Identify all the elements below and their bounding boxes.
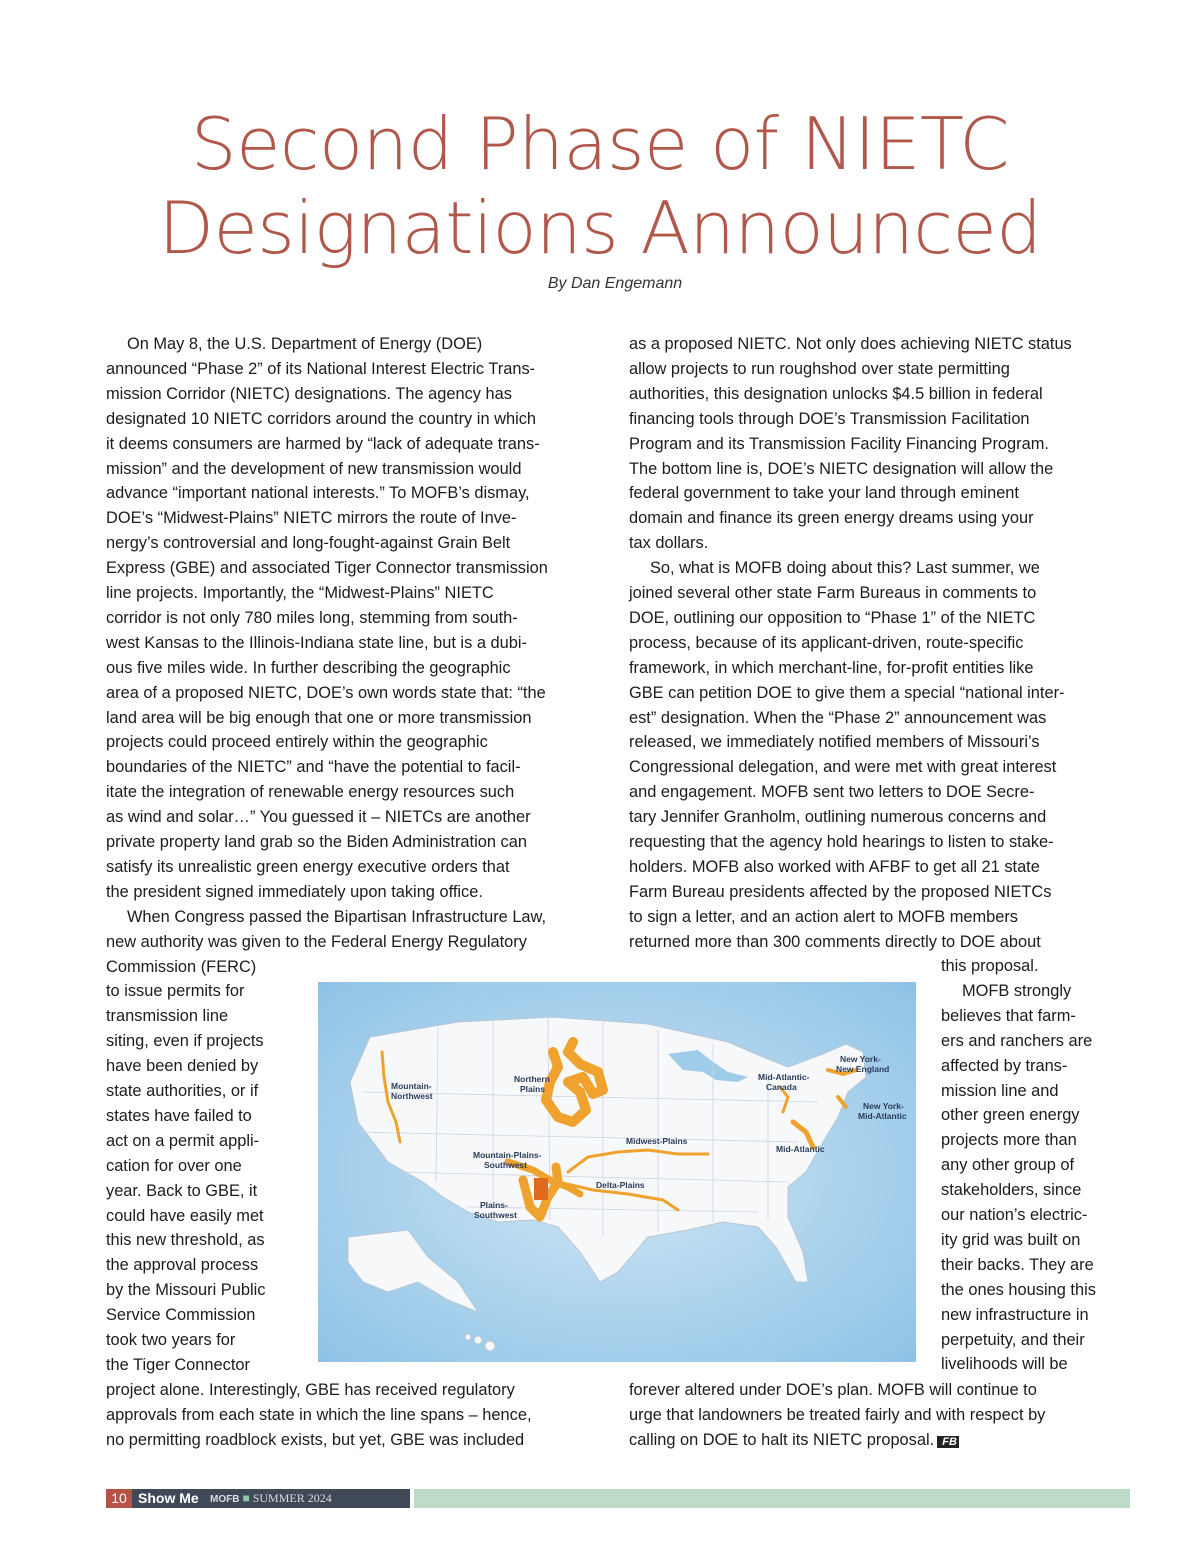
footer-accent-bar: [414, 1489, 1130, 1508]
text-line: could have easily met: [106, 1206, 264, 1225]
text-line: tary Jennifer Granholm, outlining numerous concerns and: [629, 808, 1047, 827]
map-label-plains-southwest: Plains-Southwest: [474, 1200, 517, 1220]
text-line: calling on DOE to halt its NIETC proposal. FB: [629, 1430, 957, 1449]
text-line: forever altered under DOE’s plan. MOFB will continue to: [629, 1381, 1037, 1399]
text-line: this proposal.: [941, 957, 1039, 975]
square-bullet-icon: ■: [242, 1491, 250, 1505]
map-label-mountain-northwest: Mountain-Northwest: [391, 1081, 433, 1101]
byline: By Dan Engemann: [547, 275, 683, 292]
text-line: itate the integration of renewable energy resources such: [106, 783, 515, 802]
text-line: mission Corridor (NIETC) designations. The agency has: [106, 384, 512, 403]
text-line: Program and its Transmission Facility Financing Program.: [629, 434, 1049, 453]
text-line: joined several other state Farm Bureaus in comments to: [629, 584, 1037, 602]
text-line: announced “Phase 2” of its National Interest Electric Trans-: [106, 359, 536, 378]
text-line: allow projects to run roughshod over state permitting: [629, 359, 1010, 378]
text-line: took two years for: [106, 1331, 236, 1349]
map-label-mountain-plains-southwest: Mountain-Plains-Southwest: [473, 1150, 542, 1170]
end-mark-icon: FB: [939, 1435, 957, 1448]
text-line: process, because of its applicant-driven, route-specific: [629, 633, 1024, 652]
text-line: ous five miles wide. In further describing the geographic: [106, 658, 511, 677]
text-line: Commission (FERC): [106, 957, 257, 976]
text-line: to sign a letter, and an action alert to MOFB members: [629, 907, 1019, 926]
text-line: no permitting roadblock exists, but yet, GBE was included: [106, 1430, 525, 1449]
text-line: Express (GBE) and associated Tiger Connector transmission: [106, 559, 548, 578]
text-line: transmission line: [106, 1007, 229, 1026]
magazine-brand: Show Me: [138, 1490, 199, 1506]
text-line: new infrastructure in: [941, 1305, 1089, 1324]
text-line: it deems consumers are harmed by “lack of adequate trans-: [106, 434, 540, 453]
text-line: perpetuity, and their: [941, 1330, 1085, 1349]
map-label-delta-plains: Delta-Plains: [596, 1180, 645, 1190]
text-line: state authorities, or if: [106, 1082, 259, 1100]
text-line: federal government to take your land through eminent: [629, 484, 1019, 503]
map-label-new-york-mid-atlantic: New York-Mid-Atlantic: [858, 1101, 907, 1121]
text-line: cation for over one: [106, 1156, 242, 1175]
text-line: satisfy its unrealistic green energy executive orders that: [106, 857, 510, 876]
text-line: designated 10 NIETC corridors around the country in which: [106, 409, 537, 428]
map-label-northern-plains: Northern Plains: [514, 1074, 550, 1094]
text-line: the president signed immediately upon taking office.: [106, 882, 483, 901]
text-line: area of a proposed NIETC, DOE’s own words state that: “the: [106, 683, 546, 702]
title-line: Designations Announced: [158, 186, 1042, 270]
text-line: returned more than 300 comments directly to DOE about: [629, 932, 1041, 951]
text-line: When Congress passed the Bipartisan Infrastructure Law,: [106, 907, 547, 926]
text-line: nergy’s controversial and long-fought-against Grain Belt: [106, 534, 511, 553]
text-line: stakeholders, since: [941, 1181, 1082, 1200]
text-line: authorities, this designation unlocks $4.5 billion in federal: [629, 384, 1043, 403]
text-line: ers and ranchers are: [941, 1031, 1093, 1050]
text-line: project alone. Interestingly, GBE has received regulatory: [106, 1380, 515, 1399]
text-line: the approval process: [106, 1256, 259, 1275]
page-number: 10: [106, 1489, 132, 1508]
text-line: as a proposed NIETC. Not only does achieving NIETC status: [629, 335, 1072, 353]
corridor-overlap: [534, 1178, 548, 1200]
text-line: holders. MOFB also worked with AFBF to get all 21 state: [629, 857, 1040, 876]
text-line: So, what is MOFB doing about this? Last summer, we: [629, 559, 1040, 578]
text-line: siting, even if projects: [106, 1032, 264, 1051]
text-line: any other group of: [941, 1156, 1075, 1175]
text-line: The bottom line is, DOE’s NIETC designation will allow the: [629, 459, 1054, 478]
text-line: year. Back to GBE, it: [106, 1181, 258, 1200]
text-line: approvals from each state in which the line spans – hence,: [106, 1405, 532, 1424]
issue-date: SUMMER 2024: [252, 1491, 332, 1505]
map-label-mid-atlantic: Mid-Atlantic: [776, 1144, 825, 1154]
text-line: MOFB strongly: [941, 981, 1072, 1000]
text-line: by the Missouri Public: [106, 1281, 266, 1300]
text-line: new authority was given to the Federal Energy Regulatory: [106, 932, 527, 951]
issue-label: [210, 1489, 332, 1508]
text-line: to issue permits for: [106, 982, 245, 1001]
text-line: the ones housing this: [941, 1280, 1096, 1299]
text-line: their backs. They are: [941, 1255, 1094, 1274]
text-line: have been denied by: [106, 1057, 259, 1076]
text-line: corridor is not only 780 miles long, stemming from south-: [106, 608, 518, 627]
map-label-mid-atlantic-canada: Mid-Atlantic-Canada: [758, 1072, 810, 1092]
org-name: MOFB: [210, 1494, 240, 1505]
text-line: as wind and solar…” You guessed it – NIETCs are another: [106, 808, 531, 827]
text-line: mission” and the development of new transmission would: [106, 459, 522, 478]
text-line: Service Commission: [106, 1306, 256, 1325]
text-line: Congressional delegation, and were met with great interest: [629, 758, 1057, 777]
text-line: est” designation. When the “Phase 2” announcement was: [629, 708, 1047, 727]
text-line: projects more than: [941, 1131, 1077, 1150]
text-line: land area will be big enough that one or more transmission: [106, 708, 532, 727]
title-line: Second Phase of NIETC: [190, 102, 1010, 186]
text-line: DOE, outlining our opposition to “Phase 1” of the NIETC: [629, 608, 1036, 627]
text-line: urge that landowners be treated fairly and with respect by: [629, 1405, 1046, 1424]
text-line: released, we immediately notified members of Missouri’s: [629, 733, 1040, 752]
text-line: framework, in which merchant-line, for-profit entities like: [629, 658, 1034, 677]
text-line: requesting that the agency hold hearings to listen to stake-: [629, 833, 1054, 851]
text-line: advance “important national interests.” To MOFB’s dismay,: [106, 484, 530, 503]
text-line: line projects. Importantly, the “Midwest-Plains” NIETC: [106, 584, 494, 602]
text-line: domain and finance its green energy dreams using your: [629, 509, 1034, 528]
text-line: On May 8, the U.S. Department of Energy (DOE): [106, 335, 483, 353]
text-line: Farm Bureau presidents affected by the proposed NIETCs: [629, 882, 1052, 901]
text-line: and engagement. MOFB sent two letters to DOE Secre-: [629, 783, 1035, 802]
text-line: livelihoods will be: [941, 1355, 1068, 1374]
text-line: tax dollars.: [629, 534, 709, 553]
text-line: west Kansas to the Illinois-Indiana state line, but is a dubi-: [106, 633, 527, 652]
text-line: private property land grab so the Biden Administration can: [106, 833, 527, 851]
map-label-new-york-new-england: New York-New England: [836, 1054, 890, 1074]
text-line: this new threshold, as: [106, 1231, 265, 1250]
text-line: DOE’s “Midwest-Plains” NIETC mirrors the route of Inve-: [106, 509, 517, 528]
text-line: the Tiger Connector: [106, 1355, 250, 1374]
text-line: other green energy: [941, 1106, 1080, 1125]
text-line: affected by trans-: [941, 1056, 1068, 1075]
map-label-midwest-plains: Midwest-Plains: [626, 1136, 688, 1146]
nietc-corridor-map: [318, 982, 916, 1362]
text-line: GBE can petition DOE to give them a special “national inter-: [629, 683, 1065, 702]
text-line: act on a permit appli-: [106, 1131, 260, 1150]
article-title: [0, 102, 1200, 270]
text-line: ity grid was built on: [941, 1230, 1081, 1249]
text-line: projects could proceed entirely within the geographic: [106, 733, 488, 752]
text-line: states have failed to: [106, 1106, 252, 1125]
text-line: boundaries of the NIETC” and “have the potential to facil-: [106, 758, 521, 777]
text-line: mission line and: [941, 1081, 1059, 1100]
text-line: financing tools through DOE’s Transmission Facilitation: [629, 409, 1030, 428]
text-line: believes that farm-: [941, 1006, 1076, 1025]
text-line: our nation’s electric-: [941, 1206, 1088, 1224]
